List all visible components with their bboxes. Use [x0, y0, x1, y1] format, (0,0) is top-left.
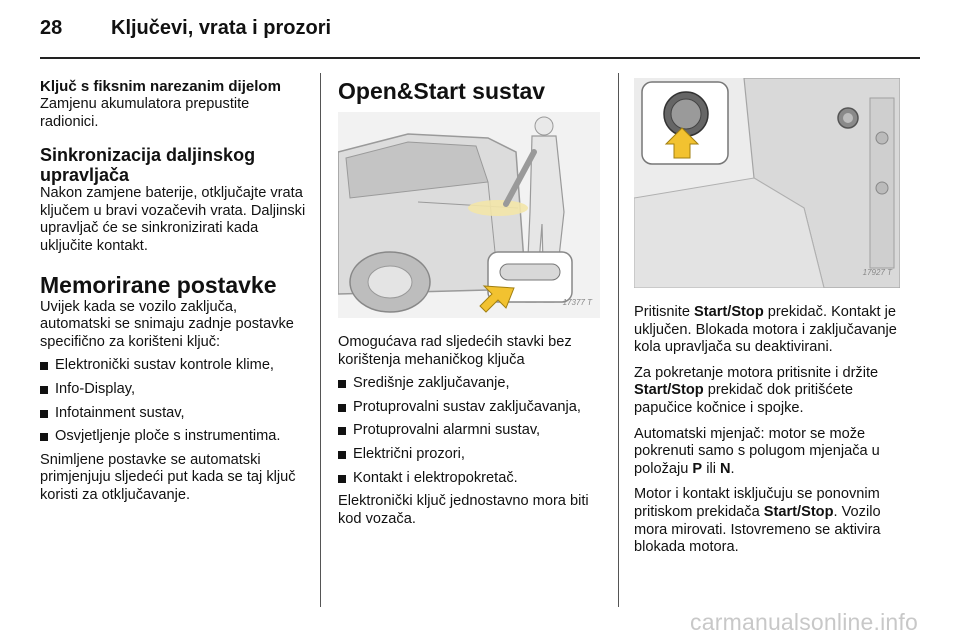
list-item: Infotainment sustav,	[40, 405, 310, 423]
list-item: Električni prozori,	[338, 446, 616, 464]
page-title: Ključevi, vrata i prozori	[111, 17, 332, 39]
bullet-square-icon	[338, 451, 346, 459]
list-item: Protuprovalni sustav zaključavanja,	[338, 399, 616, 417]
list-item: Info-Display,	[40, 381, 310, 399]
bullet-square-icon	[40, 433, 48, 441]
column-divider-left	[320, 73, 321, 607]
start-stop-paragraph-4: Motor i kontakt isključuju se ponovnim pritiskom prekidača Start/Stop. Vozilo mora mirovati. Istovremeno se aktivira blokada motora.	[634, 486, 881, 556]
bullet-square-icon	[338, 475, 346, 483]
start-stop-paragraph-1: Pritisnite Start/Stop prekidač. Kontakt je uključen. Blokada motora i zaključavanje kola upravljača su deaktivirani.	[634, 304, 897, 356]
heading-open-start: Open&Start sustav	[338, 78, 546, 104]
list-item: Elektronički sustav kontrole klime,	[40, 357, 310, 375]
remote-sync-text: Nakon zamjene baterije, otključajte vrata ključem u bravi vozačevih vrata. Daljinski upravljač će se sinkronizirati kada uključite kontakt.	[40, 185, 306, 254]
heading-remote-sync: Sinkronizacija daljinskog upravljača	[40, 145, 256, 186]
column-divider-right	[618, 73, 619, 607]
watermark: carmanualsonline.info	[690, 609, 918, 635]
list-item: Kontakt i elektropokretač.	[338, 470, 616, 488]
list-item: Središnje zaključavanje,	[338, 375, 616, 393]
figure-code: 17927 T	[862, 268, 892, 278]
bullet-square-icon	[40, 386, 48, 394]
figure-code: 17377 T	[562, 298, 592, 308]
heading-memorized-settings: Memorirane postavke	[40, 271, 277, 298]
start-stop-paragraph-3: Automatski mjenjač: motor se može pokrenuti samo s polugom mjenjača u položaju P ili N.	[634, 425, 880, 477]
list-item: Protuprovalni alarmni sustav,	[338, 422, 616, 440]
open-start-intro: Omogućava rad sljedećih stavki bez korištenja mehaničkog ključa	[338, 334, 572, 368]
start-stop-dashboard-illustration-icon	[634, 78, 900, 288]
bullet-square-icon	[338, 404, 346, 412]
figure-start-stop-button	[634, 78, 900, 288]
memory-list	[40, 357, 310, 445]
bullet-square-icon	[338, 380, 346, 388]
open-start-list	[338, 375, 616, 487]
list-item: Osvjetljenje ploče s instrumentima.	[40, 428, 310, 446]
fixed-key-text: Zamjenu akumulatora prepustite radionici.	[40, 96, 250, 130]
column-middle	[338, 78, 616, 528]
memory-outro-text: Snimljene postavke se automatski primjenjuju sljedeći put kada se taj ključ koristi za otključavanje.	[40, 451, 296, 503]
header-rule	[40, 57, 920, 59]
open-start-outro: Elektronički ključ jednostavno mora biti kod vozača.	[338, 493, 589, 527]
bullet-square-icon	[338, 427, 346, 435]
column-left	[40, 78, 310, 505]
heading-fixed-key: Ključ s fiksnim narezanim dijelom	[40, 78, 281, 95]
column-right	[634, 78, 906, 557]
bullet-square-icon	[40, 410, 48, 418]
memory-intro-text: Uvijek kada se vozilo zaključa, automatski se snimaju zadnje postavke specifično za korišteni ključ:	[40, 298, 294, 350]
car-door-illustration-icon	[338, 112, 600, 318]
start-stop-paragraph-2: Za pokretanje motora pritisnite i držite Start/Stop prekidač dok pritišćete papučice kočnice i spojke.	[634, 364, 879, 416]
page-number: 28	[40, 17, 63, 39]
figure-car-door-handle	[338, 112, 600, 318]
bullet-square-icon	[40, 362, 48, 370]
